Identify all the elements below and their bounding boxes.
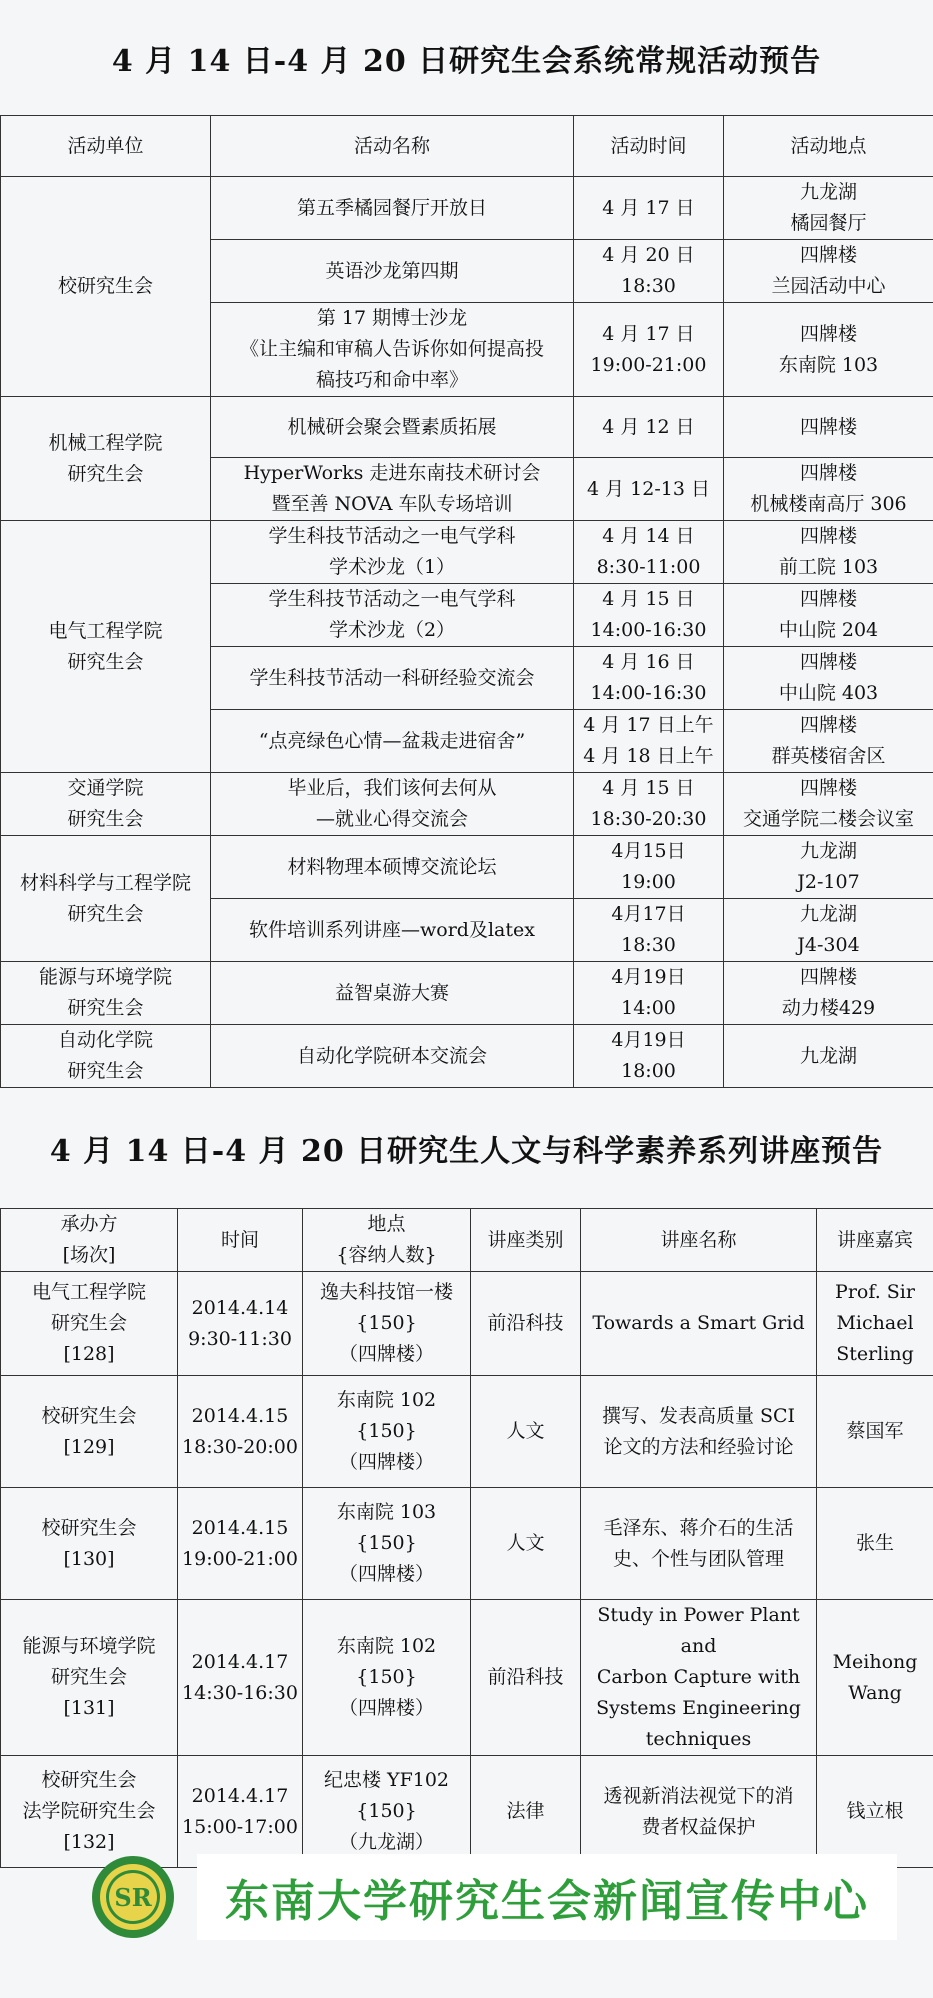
activity-name: 自动化学院研本交流会 xyxy=(211,1025,574,1088)
activity-place: 九龙湖 橘园餐厅 xyxy=(724,177,933,240)
unit-cell: 材料科学与工程学院 研究生会 xyxy=(1,836,211,962)
activity-place: 四牌楼 xyxy=(724,397,933,458)
header-activity-place: 活动地点 xyxy=(724,116,933,177)
header-guest: 讲座嘉宾 xyxy=(817,1209,933,1272)
header-place: 地点 {容纳人数} xyxy=(303,1209,471,1272)
table-row xyxy=(1,1272,933,1376)
activity-time: 4 月 12-13 日 xyxy=(574,458,724,521)
student-union-logo xyxy=(90,1854,176,1940)
activity-time: 4 月 17 日 xyxy=(574,177,724,240)
lecture-time: 2014.4.17 14:30-16:30 xyxy=(178,1600,303,1756)
activity-time: 4 月 16 日 14:00-16:30 xyxy=(574,647,724,710)
activity-place: 四牌楼 群英楼宿舍区 xyxy=(724,710,933,773)
activity-name: 第五季橘园餐厅开放日 xyxy=(211,177,574,240)
activity-time: 4 月 14 日 8:30-11:00 xyxy=(574,521,724,584)
lecture-category: 前沿科技 xyxy=(471,1272,581,1376)
activity-time: 4月15日 19:00 xyxy=(574,836,724,899)
lecture-guest: 蔡国军 xyxy=(817,1376,933,1488)
lecture-guest: Meihong Wang xyxy=(817,1600,933,1756)
activity-place: 四牌楼 东南院 103 xyxy=(724,303,933,397)
lecture-time: 2014.4.15 19:00-21:00 xyxy=(178,1488,303,1600)
table-row xyxy=(1,962,933,1025)
lecture-host: 电气工程学院 研究生会 [128] xyxy=(1,1272,178,1376)
activity-place: 四牌楼 交通学院二楼会议室 xyxy=(724,773,933,836)
lecture-time: 2014.4.17 15:00-17:00 xyxy=(178,1756,303,1868)
activity-name: 学生科技节活动之一电气学科 学术沙龙（1） xyxy=(211,521,574,584)
header-lecture-name: 讲座名称 xyxy=(581,1209,817,1272)
activity-name: 机械研会聚会暨素质拓展 xyxy=(211,397,574,458)
activity-place: 四牌楼 中山院 204 xyxy=(724,584,933,647)
activity-name: 学生科技节活动一科研经验交流会 xyxy=(211,647,574,710)
lecture-guest: 张生 xyxy=(817,1488,933,1600)
lecture-name: 毛泽东、蒋介石的生活 史、个性与团队管理 xyxy=(581,1488,817,1600)
header-unit: 活动单位 xyxy=(1,116,211,177)
activity-time: 4月19日 14:00 xyxy=(574,962,724,1025)
activity-place: 九龙湖 J4-304 xyxy=(724,899,933,962)
header-time: 时间 xyxy=(178,1209,303,1272)
table-row xyxy=(1,1488,933,1600)
lecture-category: 人文 xyxy=(471,1376,581,1488)
activity-place: 四牌楼 中山院 403 xyxy=(724,647,933,710)
table-row xyxy=(1,1025,933,1088)
header-host: 承办方 [场次] xyxy=(1,1209,178,1272)
logo-emblem-icon xyxy=(90,1854,176,1940)
lecture-host: 校研究生会 [129] xyxy=(1,1376,178,1488)
table-row xyxy=(1,177,933,240)
lecture-category: 法律 xyxy=(471,1756,581,1868)
activity-time: 4月19日 18:00 xyxy=(574,1025,724,1088)
lecture-name: 撰写、发表高质量 SCI 论文的方法和经验讨论 xyxy=(581,1376,817,1488)
lecture-category: 人文 xyxy=(471,1488,581,1600)
lecture-place: 东南院 102 {150} （四牌楼） xyxy=(303,1600,471,1756)
table-row xyxy=(1,397,933,458)
lecture-name: 透视新消法视觉下的消 费者权益保护 xyxy=(581,1756,817,1868)
activity-place: 九龙湖 J2-107 xyxy=(724,836,933,899)
activity-name: “点亮绿色心情—盆栽走进宿舍” xyxy=(211,710,574,773)
unit-cell: 电气工程学院 研究生会 xyxy=(1,521,211,773)
unit-cell: 校研究生会 xyxy=(1,177,211,397)
activities-table xyxy=(0,115,933,1088)
lecture-category: 前沿科技 xyxy=(471,1600,581,1756)
lecture-name: Study in Power Plant and Carbon Capture with Systems Engineering techniques xyxy=(581,1600,817,1756)
activity-place: 四牌楼 兰园活动中心 xyxy=(724,240,933,303)
header-activity-name: 活动名称 xyxy=(211,116,574,177)
lecture-place: 东南院 103 {150} （四牌楼） xyxy=(303,1488,471,1600)
news-center-banner xyxy=(197,1854,897,1940)
header-activity-time: 活动时间 xyxy=(574,116,724,177)
activity-name: 学生科技节活动之一电气学科 学术沙龙（2） xyxy=(211,584,574,647)
lecture-guest: 钱立根 xyxy=(817,1756,933,1868)
activity-name: 英语沙龙第四期 xyxy=(211,240,574,303)
table-row xyxy=(1,521,933,584)
header-category: 讲座类别 xyxy=(471,1209,581,1272)
svg-text:SR: SR xyxy=(114,1883,152,1912)
table-header-row xyxy=(1,116,933,177)
lecture-time: 2014.4.14 9:30-11:30 xyxy=(178,1272,303,1376)
lectures-title: 4 月 14 日-4 月 20 日研究生人文与科学素养系列讲座预告 xyxy=(49,1134,884,1169)
lecture-host: 校研究生会 [130] xyxy=(1,1488,178,1600)
activity-name: 毕业后，我们该何去何从 —就业心得交流会 xyxy=(211,773,574,836)
lecture-host: 能源与环境学院 研究生会 [131] xyxy=(1,1600,178,1756)
activity-time: 4 月 17 日 19:00-21:00 xyxy=(574,303,724,397)
activity-place: 四牌楼 机械楼南高厅 306 xyxy=(724,458,933,521)
activity-place: 四牌楼 前工院 103 xyxy=(724,521,933,584)
table-row xyxy=(1,1376,933,1488)
lecture-host: 校研究生会 法学院研究生会 [132] xyxy=(1,1756,178,1868)
table-row xyxy=(1,773,933,836)
activity-time: 4 月 20 日 18:30 xyxy=(574,240,724,303)
lecture-name: Towards a Smart Grid xyxy=(581,1272,817,1376)
lecture-place: 逸夫科技馆一楼 {150} （四牌楼） xyxy=(303,1272,471,1376)
activity-time: 4 月 15 日 14:00-16:30 xyxy=(574,584,724,647)
table-row xyxy=(1,836,933,899)
activity-place: 四牌楼 动力楼429 xyxy=(724,962,933,1025)
banner-text: 东南大学研究生会新闻宣传中心 xyxy=(225,1876,869,1927)
lecture-time: 2014.4.15 18:30-20:00 xyxy=(178,1376,303,1488)
activity-time: 4 月 15 日 18:30-20:30 xyxy=(574,773,724,836)
lecture-place: 东南院 102 {150} （四牌楼） xyxy=(303,1376,471,1488)
activity-name: 软件培训系列讲座—word及latex xyxy=(211,899,574,962)
unit-cell: 能源与环境学院 研究生会 xyxy=(1,962,211,1025)
activity-name: HyperWorks 走进东南技术研讨会 暨至善 NOVA 车队专场培训 xyxy=(211,458,574,521)
activity-name: 材料物理本硕博交流论坛 xyxy=(211,836,574,899)
table-header-row xyxy=(1,1209,933,1272)
table-row xyxy=(1,1756,933,1868)
table-row xyxy=(1,1600,933,1756)
activities-title: 4 月 14 日-4 月 20 日研究生会系统常规活动预告 xyxy=(111,44,822,79)
lecture-guest: Prof. Sir Michael Sterling xyxy=(817,1272,933,1376)
activity-time: 4月17日 18:30 xyxy=(574,899,724,962)
activity-name: 益智桌游大赛 xyxy=(211,962,574,1025)
unit-cell: 自动化学院 研究生会 xyxy=(1,1025,211,1088)
activity-time: 4 月 12 日 xyxy=(574,397,724,458)
activity-name: 第 17 期博士沙龙 《让主编和审稿人告诉你如何提高投 稿技巧和命中率》 xyxy=(211,303,574,397)
activity-place: 九龙湖 xyxy=(724,1025,933,1088)
lectures-table xyxy=(0,1208,933,1868)
unit-cell: 交通学院 研究生会 xyxy=(1,773,211,836)
activity-time: 4 月 17 日上午 4 月 18 日上午 xyxy=(574,710,724,773)
lecture-place: 纪忠楼 YF102 {150} （九龙湖） xyxy=(303,1756,471,1868)
unit-cell: 机械工程学院 研究生会 xyxy=(1,397,211,521)
